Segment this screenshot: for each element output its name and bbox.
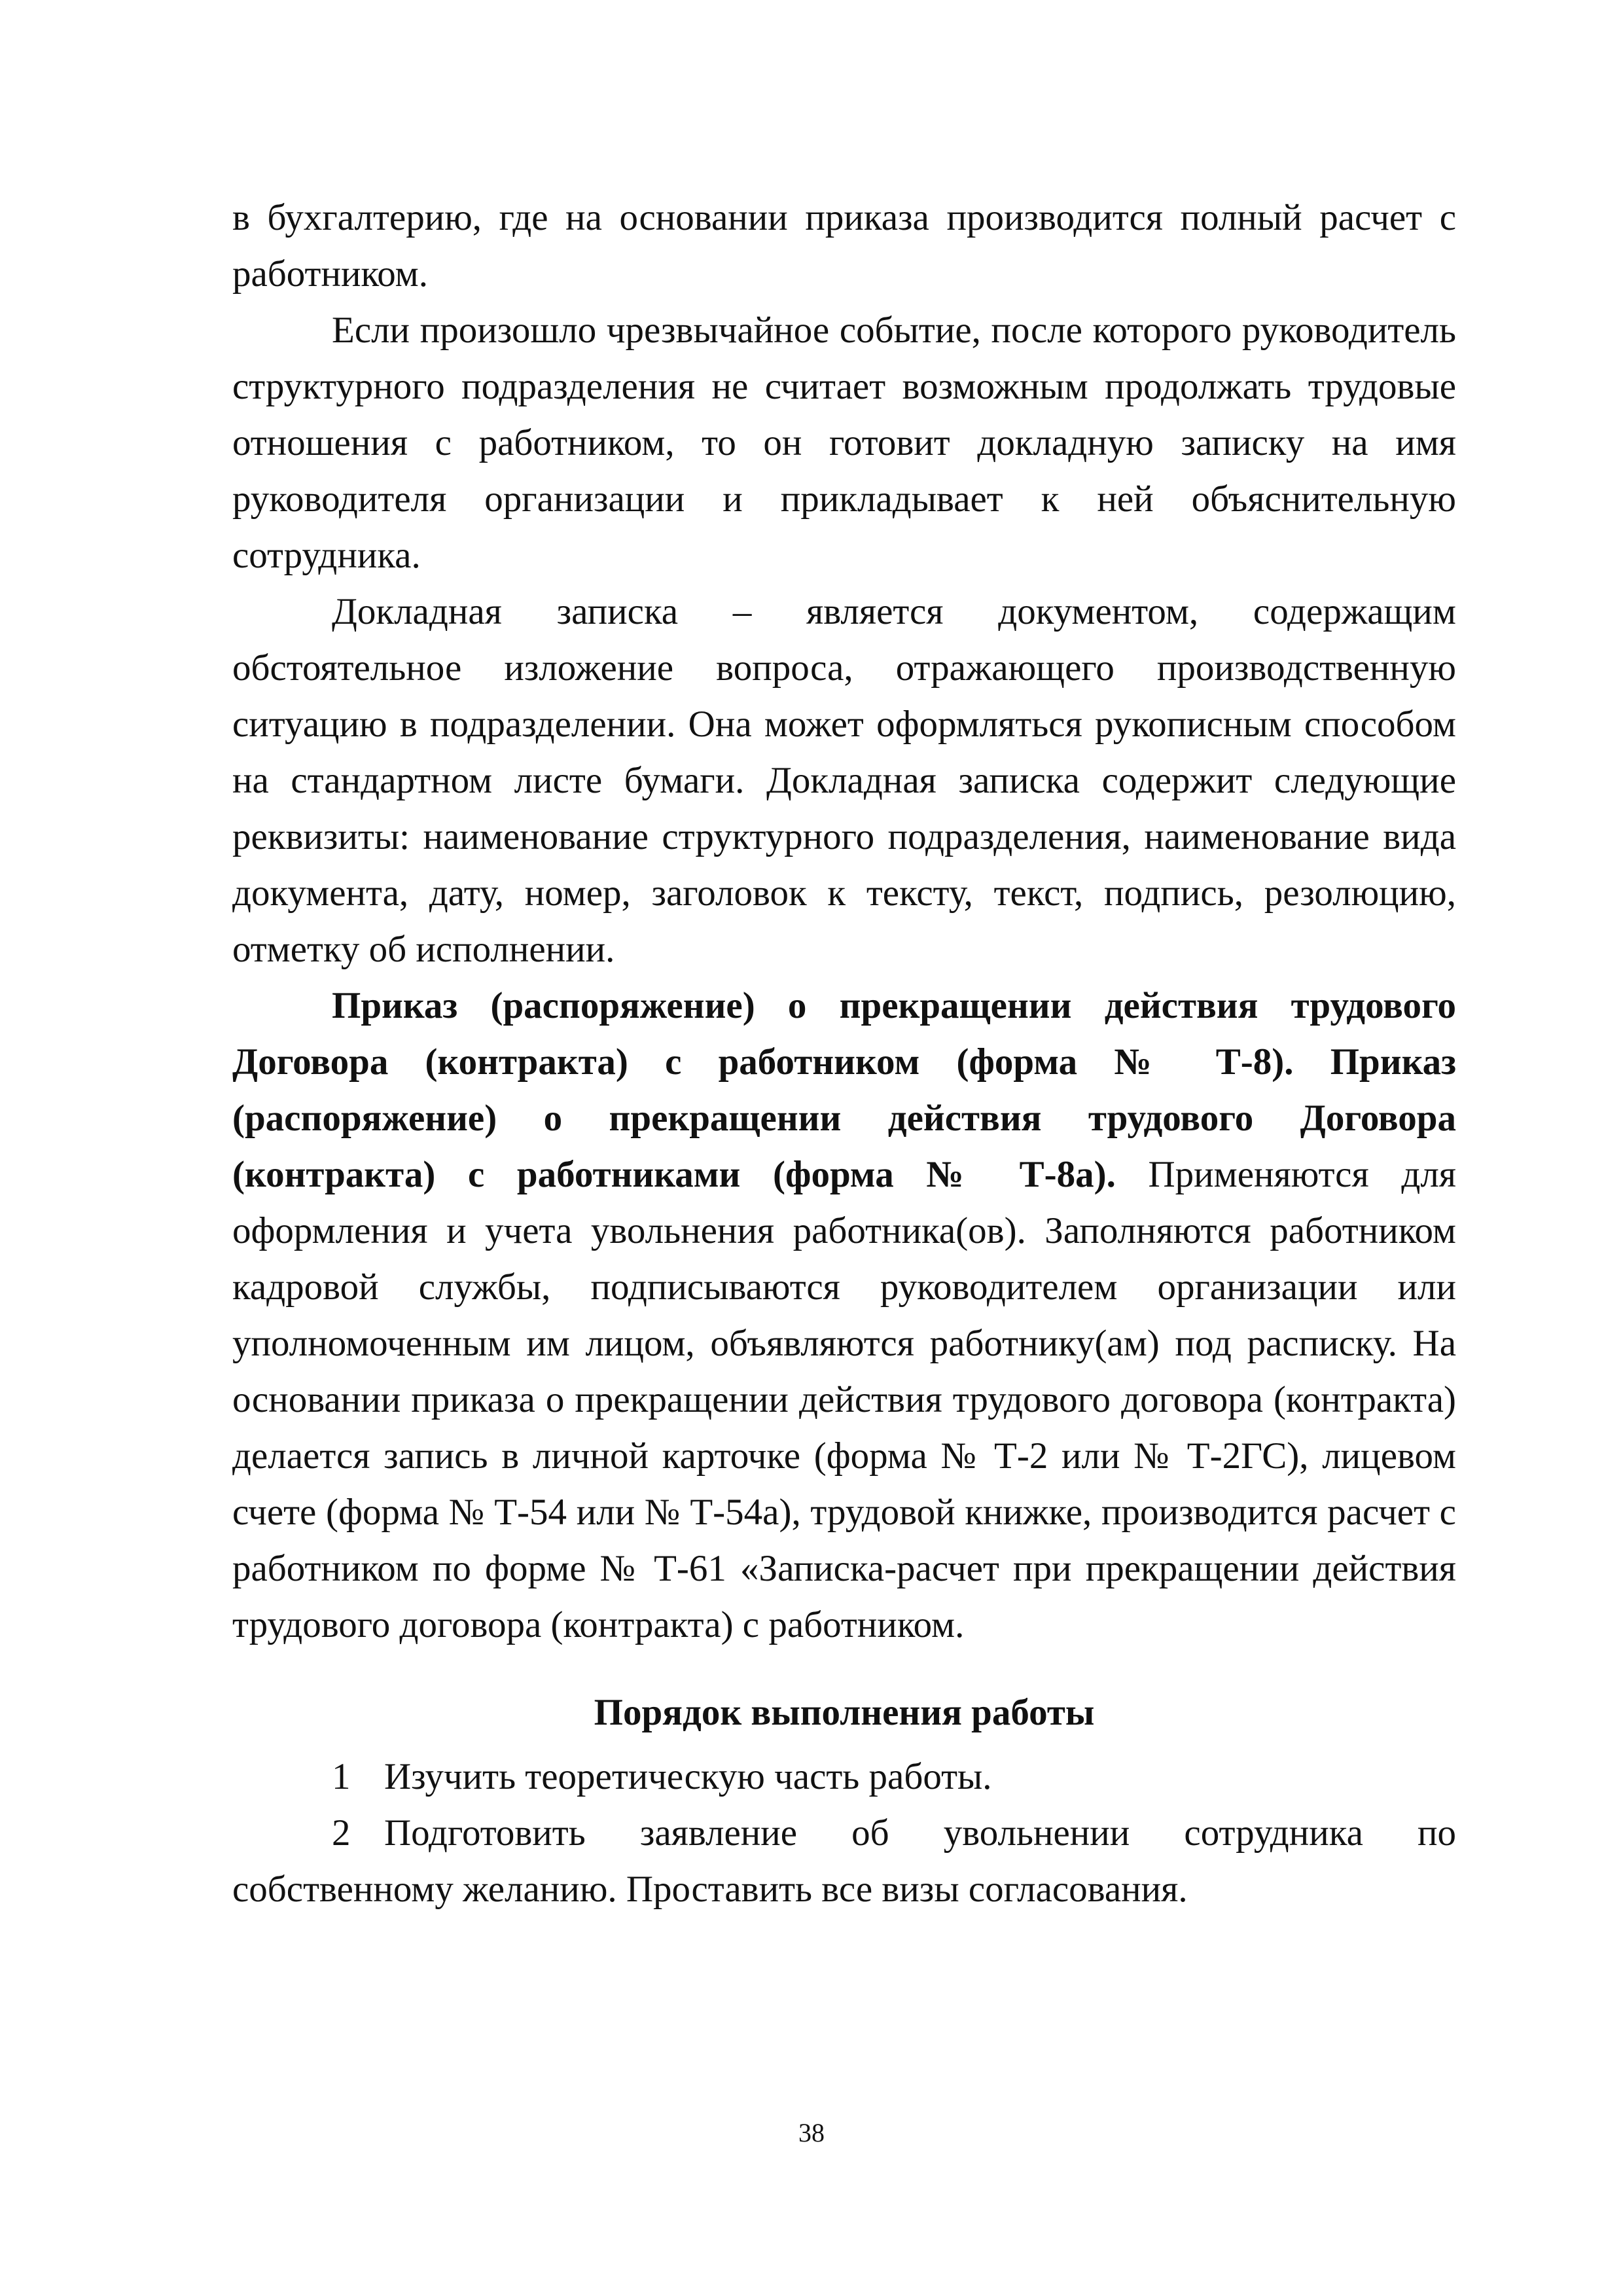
paragraph-dismissal-order — [232, 978, 1456, 1653]
paragraph-accounting: в бухгалтерию, где на основании приказа производится полный расчет с работником. — [232, 197, 1456, 295]
list-item-text: Изучить теоретическую часть работы. — [384, 1756, 992, 1797]
list-item-number: 1 — [332, 1756, 351, 1797]
document-body — [232, 190, 1456, 1918]
list-item — [232, 1749, 1456, 1805]
dismissal-order-title: Приказ (распоряжение) о прекращении действия трудового Договора (контракта) с работником (форма № Т-8). Приказ (распоряжение) о прекращении действия трудового Договора (контракта) с работниками (форма № Т-8а). — [232, 985, 1456, 1195]
section-heading: Порядок выполнения работы — [594, 1692, 1095, 1733]
paragraph-emergency-event: Если произошло чрезвычайное событие, после которого руководитель структурного подразделения не считает возможным продолжать трудовые отношения с работником, то он готовит докладную записку на имя руководителя организации и прикладывает к ней объяснительную сотрудника. — [232, 310, 1456, 576]
page-number: 38 — [798, 2118, 825, 2147]
list-item — [232, 1805, 1456, 1918]
list-item-text: Подготовить заявление об увольнении сотрудника по собственному желанию. Проставить все визы согласования. — [232, 1812, 1456, 1910]
dismissal-order-description: Применяются для оформления и учета увольнения работника(ов). Заполняются работником кадровой службы, подписываются руководителем организации или уполномоченным им лицом, объявляются работнику(ам) под расписку. На основании приказа о прекращении действия трудового договора (контракта) делается запись в личной карточке (форма № Т-2 или № Т-2ГС), лицевом счете (форма № Т-54 или № Т-54а), трудовой книжке, производится расчет с работником по форме № Т-61 «Записка-расчет при прекращении действия трудового договора (контракта) с работником. — [232, 1154, 1456, 1645]
list-item-number: 2 — [332, 1812, 351, 1854]
paragraph-memo-definition: Докладная записка – является документом, содержащим обстоятельное изложение вопроса, отражающего производственную ситуацию в подразделении. Она может оформляться рукописным способом на стандартном листе бумаги. Докладная записка содержит следующие реквизиты: наименование структурного подразделения, наименование вида документа, дату, номер, заголовок к тексту, текст, подпись, резолюцию, отметку об исполнении. — [232, 591, 1456, 970]
